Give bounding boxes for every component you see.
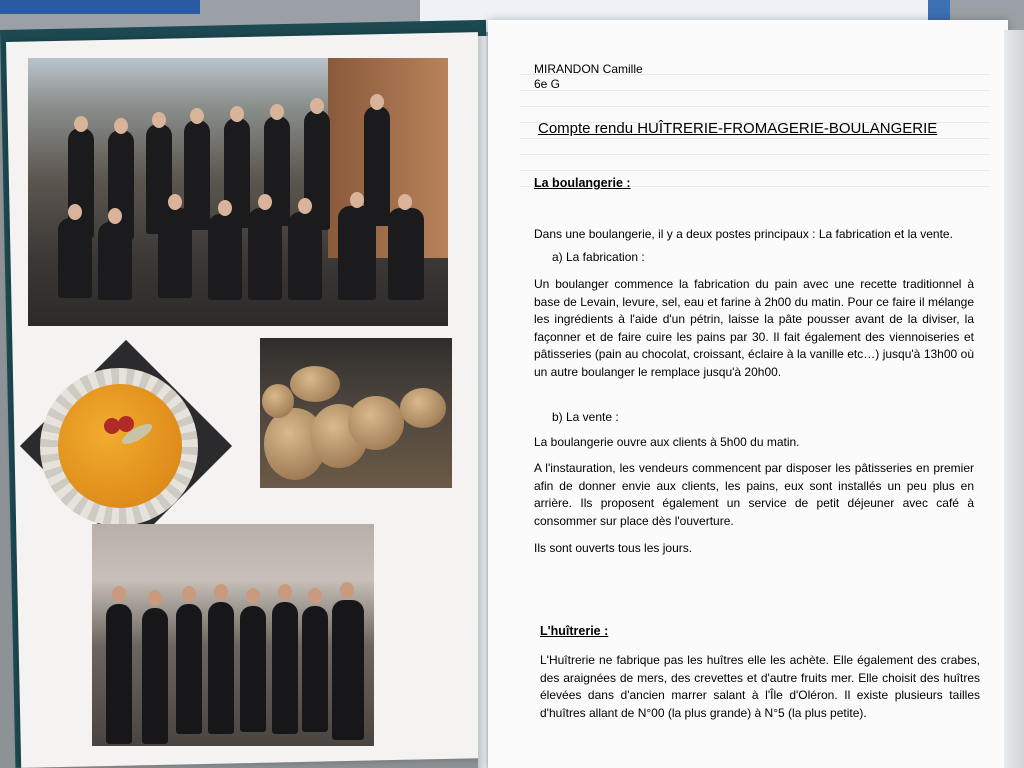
student-face	[190, 108, 204, 124]
dessert-orange-tart	[58, 384, 182, 508]
class-label: 6e G	[534, 77, 561, 91]
student-figure	[208, 602, 234, 734]
student-face	[310, 98, 324, 114]
student-face	[218, 200, 232, 216]
student-face	[108, 208, 122, 224]
vente-paragraph-2: A l'instauration, les vendeurs commencent par disposer les pâtisseries en premier afin de donner envie aux clients, les pains, eux sont installés un peu plus en arrière. Ils proposent également un service de petit déjeuner avec café à consommer sur place dès l'ouverture.	[534, 461, 974, 528]
student-face	[214, 584, 228, 600]
student-face	[246, 588, 260, 604]
student-figure	[302, 606, 328, 732]
student-face	[298, 198, 312, 214]
student-face	[68, 204, 82, 220]
huitrerie-paragraph: L'Huîtrerie ne fabrique pas les huîtres elle les achète. Elle également des crabes, des araignées de mers, des crevettes et d'autre fruits mer. Elle choisit des huîtres élevées dans d'ancien marrer salant à l'Île d'Oléron. Il existe plusieurs tailles d'huîtres allant de N°00 (la plus grande) à N°5 (la plus petite).	[540, 653, 980, 720]
fabrication-paragraph: Un boulanger commence la fabrication du pain avec une recette traditionnel à base de Levain, levure, sel, eau et farine à 2h00 du matin. Pour ce faire il mélange les ingrédients à l'aide d'un pétrin, laisse la pâte pousser avant de la diviser, la façonner et de faire cuire les pains par 30. Il fait également des viennoiseries et pâtisseries (pain au chocolat, croissant, éclaire à la vanille etc…) jusqu'à 13h00 où un autre boulanger le remplace jusqu'à 20h00.	[534, 277, 974, 379]
student-figure	[248, 208, 282, 300]
report-title: Compte rendu HUÎTRERIE-FROMAGERIE-BOULANGERIE	[538, 120, 938, 137]
student-face	[270, 104, 284, 120]
student-face	[74, 116, 88, 132]
page-stack-edge	[1004, 30, 1024, 768]
photo-bread-loaves	[260, 338, 452, 488]
student-face	[114, 118, 128, 134]
bread-loaf	[400, 388, 446, 428]
bread-loaf	[262, 384, 294, 418]
vente-paragraph-3: Ils sont ouverts tous les jours.	[534, 541, 693, 555]
blue-folder-edge	[0, 0, 200, 14]
author-name: MIRANDON Camille	[534, 62, 643, 76]
subheading-fabrication: a) La fabrication :	[552, 250, 645, 264]
student-face	[112, 586, 126, 602]
student-figure	[98, 222, 132, 300]
student-figure	[338, 206, 376, 300]
student-face	[340, 582, 354, 598]
photo-student-group-bakery	[28, 58, 448, 326]
vente-paragraph-1: La boulangerie ouvre aux clients à 5h00 du matin.	[534, 435, 800, 449]
student-face	[258, 194, 272, 210]
student-figure	[272, 602, 298, 734]
student-figure	[288, 212, 322, 300]
student-face	[182, 586, 196, 602]
student-figure	[332, 600, 364, 740]
photo-student-group-street	[92, 524, 374, 746]
student-face	[370, 94, 384, 110]
student-figure	[388, 208, 424, 300]
boulangerie-intro: Dans une boulangerie, il y a deux postes principaux : La fabrication et la vente.	[534, 227, 953, 241]
bread-loaf	[348, 396, 404, 450]
student-figure	[58, 218, 92, 298]
student-figure	[142, 608, 168, 744]
section-heading-boulangerie: La boulangerie :	[534, 176, 631, 190]
student-figure	[240, 606, 266, 732]
section-heading-huitrerie: L'huîtrerie :	[540, 624, 609, 638]
student-face	[168, 194, 182, 210]
author-block	[534, 62, 643, 92]
bread-loaf	[290, 366, 340, 402]
subheading-vente: b) La vente :	[552, 410, 619, 424]
student-figure	[176, 604, 202, 734]
student-face	[148, 590, 162, 606]
student-face	[152, 112, 166, 128]
student-face	[398, 194, 412, 210]
student-face	[278, 584, 292, 600]
student-figure	[106, 604, 132, 744]
student-face	[230, 106, 244, 122]
student-face	[308, 588, 322, 604]
student-figure	[208, 214, 242, 300]
student-figure	[158, 208, 192, 298]
student-face	[350, 192, 364, 208]
